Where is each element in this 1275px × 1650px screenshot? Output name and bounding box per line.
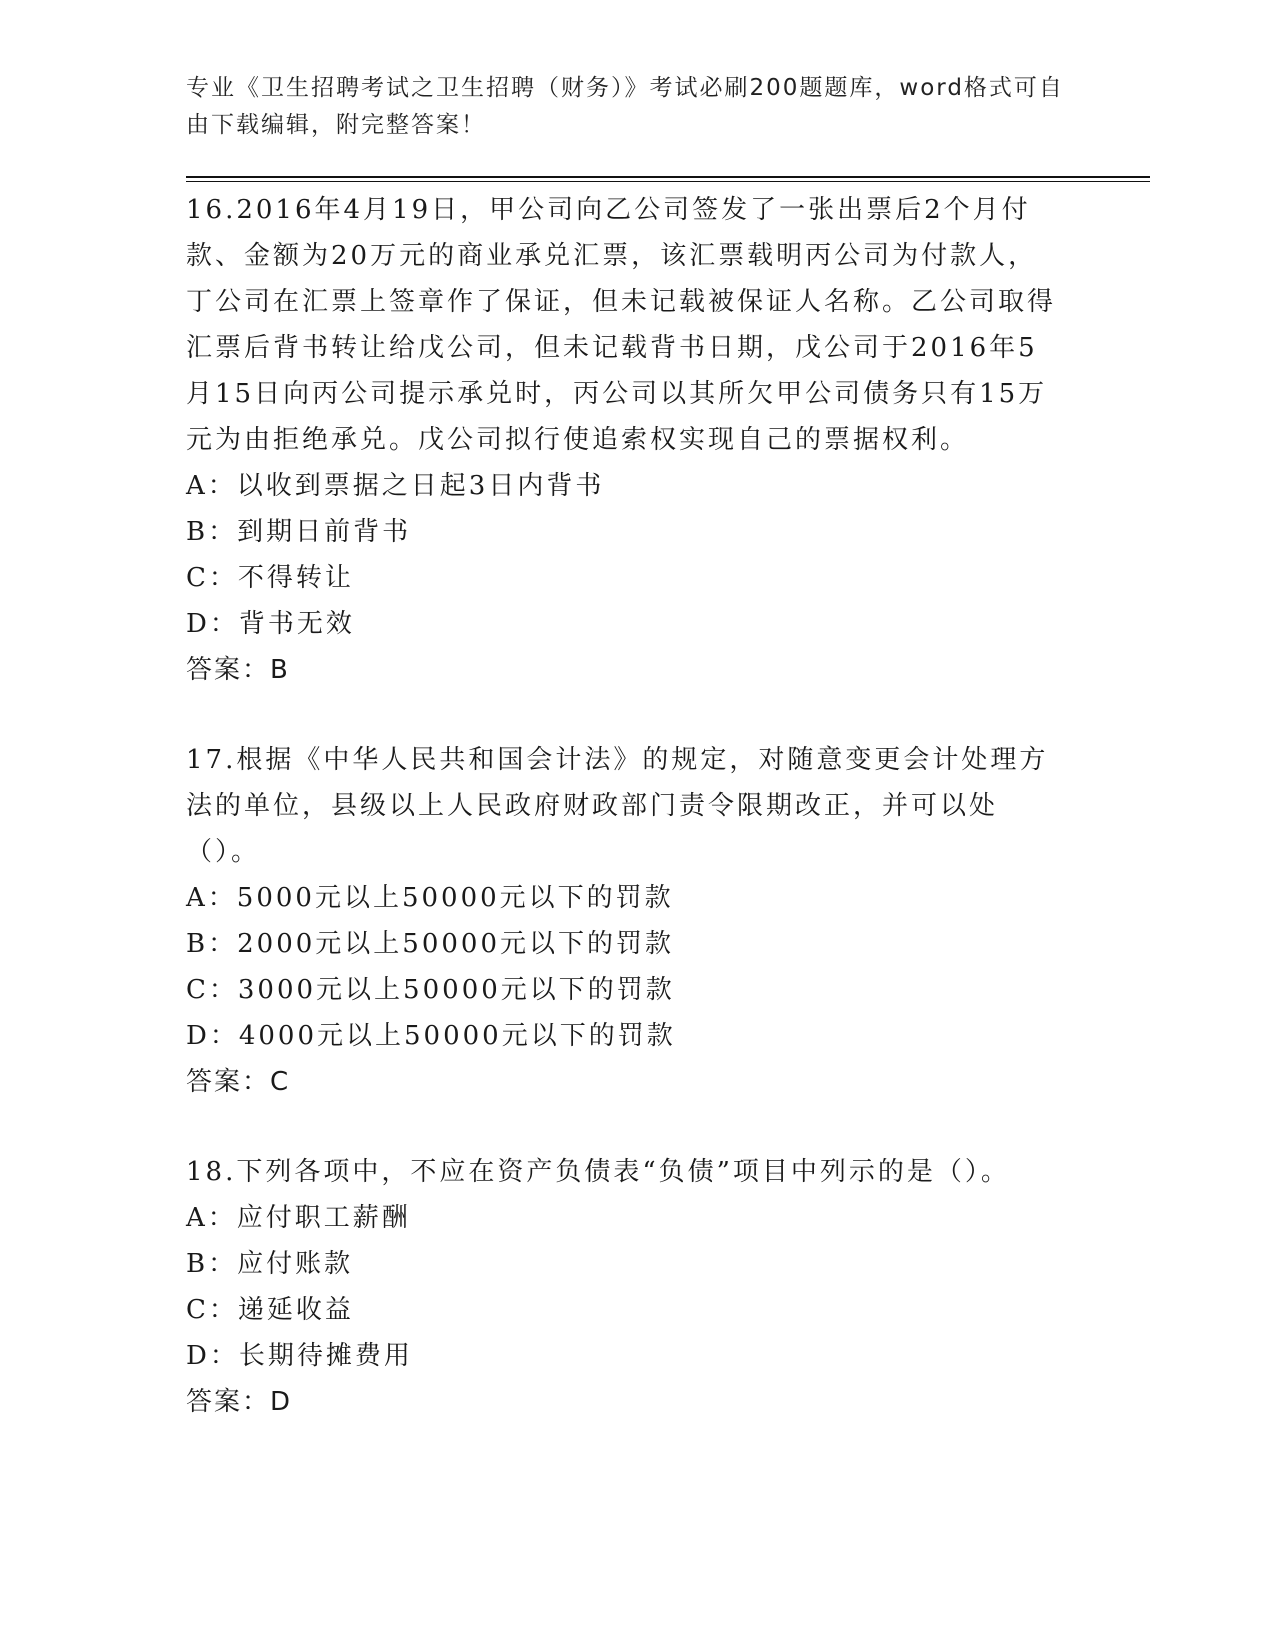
question-16 <box>186 187 1066 693</box>
question-18 <box>186 1149 1066 1425</box>
option-d: D：4000元以上50000元以下的罚款 <box>186 1021 676 1051</box>
header-divider-thin <box>186 181 1150 182</box>
option-c: C：3000元以上50000元以下的罚款 <box>186 975 675 1005</box>
question-17 <box>186 737 1066 1105</box>
header-divider-thick <box>186 176 1150 178</box>
option-d: D：背书无效 <box>186 609 355 639</box>
answer: 答案：C <box>186 1067 291 1097</box>
option-b: B：应付账款 <box>186 1249 354 1279</box>
document-header: 专业《卫生招聘考试之卫生招聘（财务）》考试必刷200题题库，word格式可自由下载编辑，附完整答案！ <box>186 75 1064 138</box>
option-a: A：应付职工薪酬 <box>186 1203 411 1233</box>
question-stem: 18.下列各项中，不应在资产负债表“负债”项目中列示的是（）。 <box>186 1157 1010 1187</box>
answer: 答案：B <box>186 655 290 685</box>
option-a: A：以收到票据之日起3日内背书 <box>186 471 605 501</box>
question-stem: 16.2016年4月19日，甲公司向乙公司签发了一张出票后2个月付款、金额为20万元的商业承兑汇票，该汇票载明丙公司为付款人，丁公司在汇票上签章作了保证，但未记载被保证人名称。乙公司取得汇票后背书转让给戊公司，但未记载背书日期，戊公司于2016年5月15日向丙公司提示承兑时，丙公司以其所欠甲公司债务只有15万元为由拒绝承兑。戊公司拟行使追索权实现自己的票据权利。 <box>186 195 1057 455</box>
option-d: D：长期待摊费用 <box>186 1341 413 1371</box>
option-c: C：不得转让 <box>186 563 354 593</box>
answer: 答案：D <box>186 1387 293 1417</box>
option-b: B：到期日前背书 <box>186 517 412 547</box>
option-b: B：2000元以上50000元以下的罚款 <box>186 929 674 959</box>
question-list <box>186 187 1066 1469</box>
option-a: A：5000元以上50000元以下的罚款 <box>186 883 674 913</box>
option-c: C：递延收益 <box>186 1295 354 1325</box>
question-stem: 17.根据《中华人民共和国会计法》的规定，对随意变更会计处理方法的单位，县级以上人民政府财政部门责令限期改正，并可以处（）。 <box>186 745 1049 867</box>
